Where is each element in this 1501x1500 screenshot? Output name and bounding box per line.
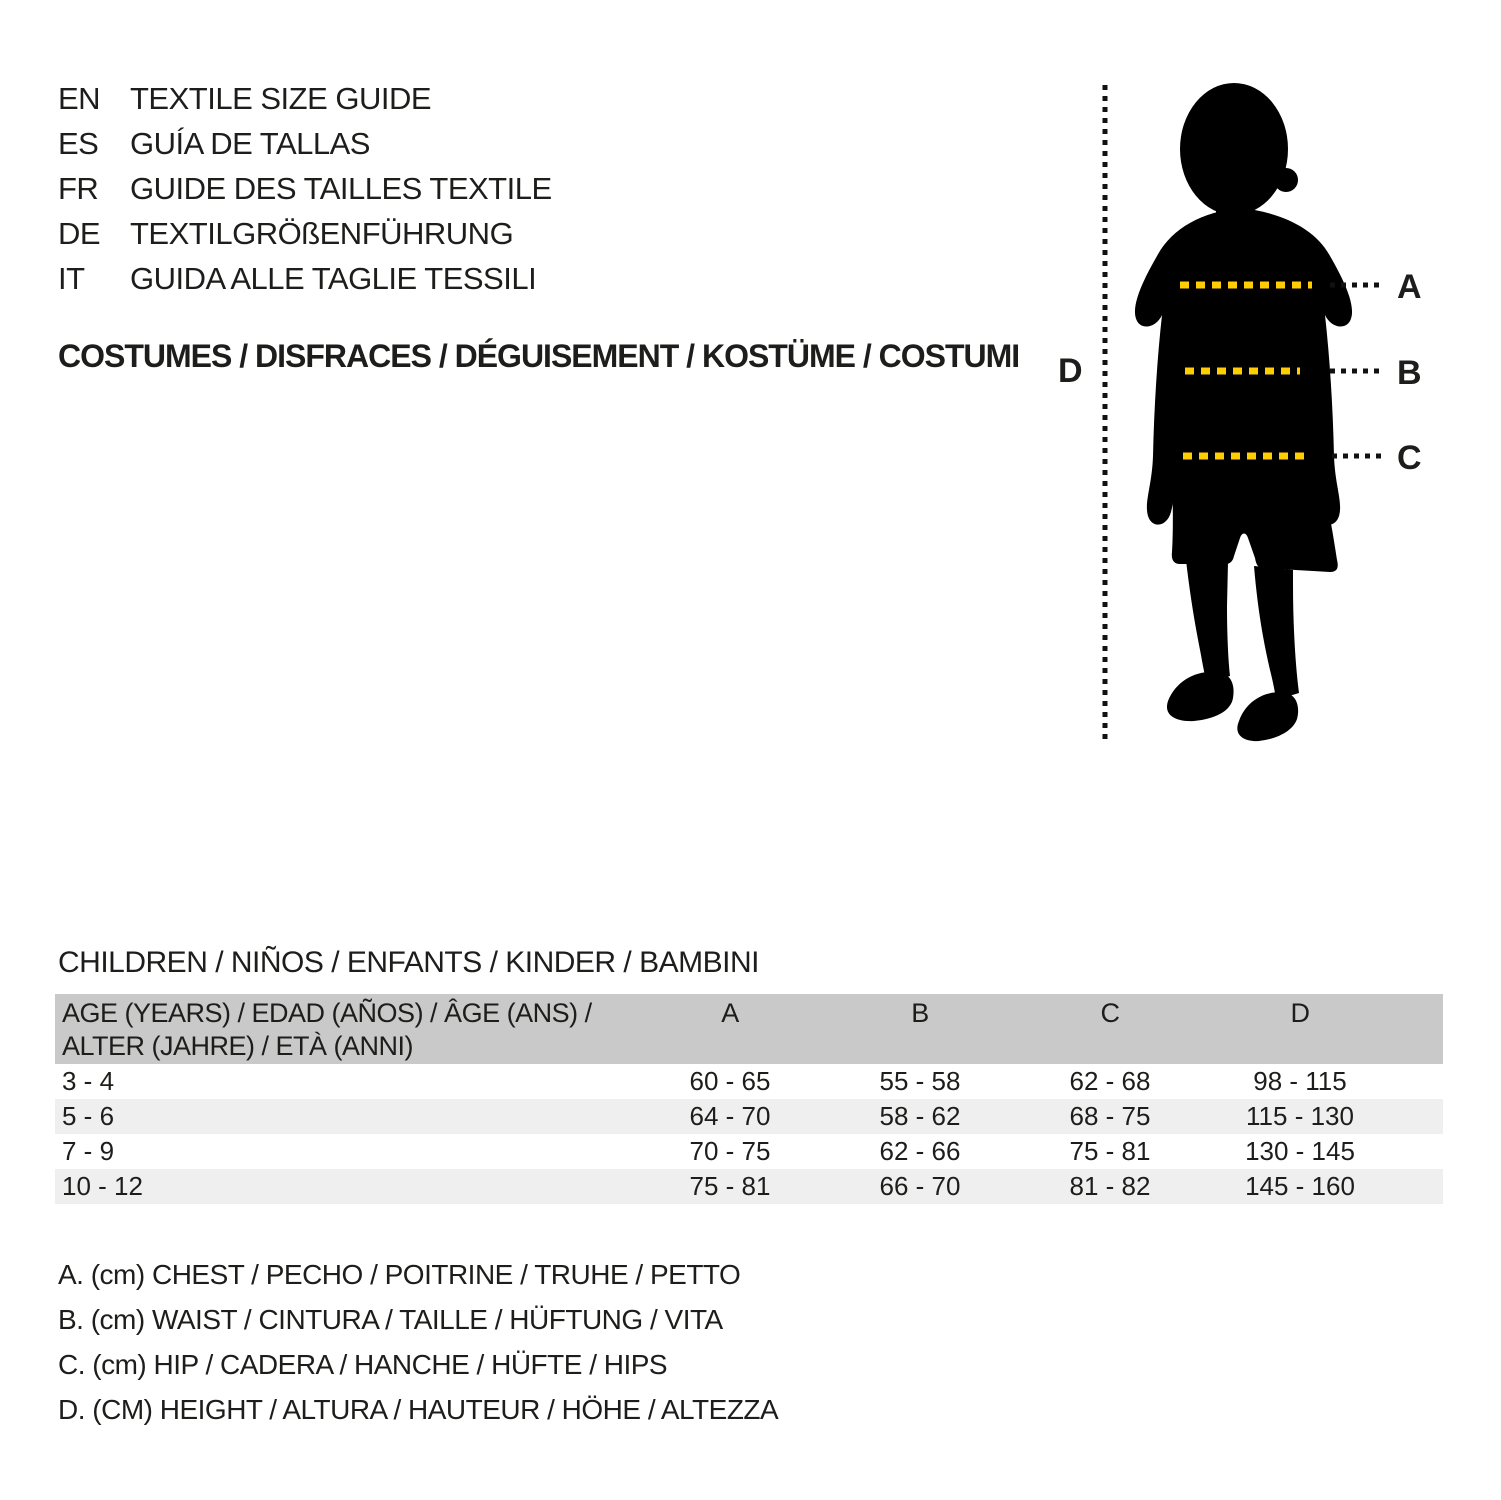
language-title-list — [58, 76, 552, 301]
language-code: ES — [58, 126, 99, 161]
measurement-legend — [58, 1252, 778, 1432]
hip-cell: 62 - 68 — [1069, 1066, 1151, 1096]
category-title: COSTUMES / DISFRACES / DÉGUISEMENT / KOSTÜME / COSTUMI — [58, 338, 1020, 374]
waist-cell: 62 - 66 — [879, 1136, 961, 1166]
age-cell: 5 - 6 — [62, 1101, 115, 1131]
table-row — [55, 1064, 1443, 1099]
language-title: TEXTILGRÖßENFÜHRUNG — [130, 216, 514, 251]
legend-item-hip: C. (cm) HIP / CADERA / HANCHE / HÜFTE / HIPS — [58, 1349, 668, 1380]
language-row-de — [58, 211, 552, 256]
height-cell: 145 - 160 — [1245, 1171, 1355, 1201]
age-cell: 3 - 4 — [62, 1066, 115, 1096]
language-title: GUÍA DE TALLAS — [130, 126, 370, 161]
child-silhouette — [1135, 83, 1352, 741]
size-table — [55, 994, 1443, 1204]
language-code: DE — [58, 216, 101, 251]
language-title: GUIDA ALLE TAGLIE TESSILI — [130, 261, 537, 296]
table-section-title: CHILDREN / NIÑOS / ENFANTS / KINDER / BAMBINI — [58, 946, 759, 979]
chest-cell: 60 - 65 — [689, 1066, 771, 1096]
age-header-line1: AGE (YEARS) / EDAD (AÑOS) / ÂGE (ANS) / — [62, 998, 592, 1028]
height-cell: 115 - 130 — [1246, 1101, 1354, 1131]
column-header-d: D — [1290, 998, 1310, 1028]
label-d: D — [1058, 352, 1083, 390]
legend-item-waist: B. (cm) WAIST / CINTURA / TAILLE / HÜFTUNG / VITA — [58, 1304, 723, 1335]
label-a: A — [1397, 268, 1422, 306]
child-silhouette-figure — [1040, 60, 1500, 760]
column-header-c: C — [1100, 998, 1120, 1028]
waist-cell: 58 - 62 — [879, 1101, 961, 1131]
language-row-en — [58, 76, 552, 121]
language-title: GUIDE DES TAILLES TEXTILE — [130, 171, 552, 206]
age-cell: 10 - 12 — [62, 1171, 143, 1201]
table-header-row — [55, 994, 1443, 1064]
age-cell: 7 - 9 — [62, 1136, 115, 1166]
language-code: FR — [58, 171, 99, 206]
legend-item-chest: A. (cm) CHEST / PECHO / POITRINE / TRUHE / PETTO — [58, 1259, 741, 1290]
label-b: B — [1397, 354, 1422, 392]
language-title: TEXTILE SIZE GUIDE — [130, 81, 432, 116]
language-row-it — [58, 256, 552, 301]
age-header-line2: ALTER (JAHRE) / ETÀ (ANNI) — [62, 1031, 414, 1061]
chest-cell: 70 - 75 — [689, 1136, 771, 1166]
age-column-header — [55, 994, 635, 1064]
hip-cell: 75 - 81 — [1069, 1136, 1151, 1166]
waist-cell: 66 - 70 — [879, 1171, 961, 1201]
table-row — [55, 1099, 1443, 1134]
hip-cell: 68 - 75 — [1069, 1101, 1151, 1131]
language-row-es — [58, 121, 552, 166]
table-row — [55, 1134, 1443, 1169]
chest-cell: 64 - 70 — [689, 1101, 771, 1131]
label-c: C — [1397, 439, 1422, 477]
height-cell: 98 - 115 — [1253, 1066, 1347, 1096]
chest-cell: 75 - 81 — [689, 1171, 771, 1201]
column-header-b: B — [911, 998, 929, 1028]
table-row — [55, 1169, 1443, 1204]
language-code: EN — [58, 81, 101, 116]
hip-cell: 81 - 82 — [1069, 1171, 1151, 1201]
column-header-a: A — [721, 998, 739, 1028]
language-row-fr — [58, 166, 552, 211]
height-cell: 130 - 145 — [1245, 1136, 1355, 1166]
legend-item-height: D. (CM) HEIGHT / ALTURA / HAUTEUR / HÖHE / ALTEZZA — [58, 1394, 779, 1425]
waist-cell: 55 - 58 — [879, 1066, 961, 1096]
language-code: IT — [58, 261, 85, 296]
